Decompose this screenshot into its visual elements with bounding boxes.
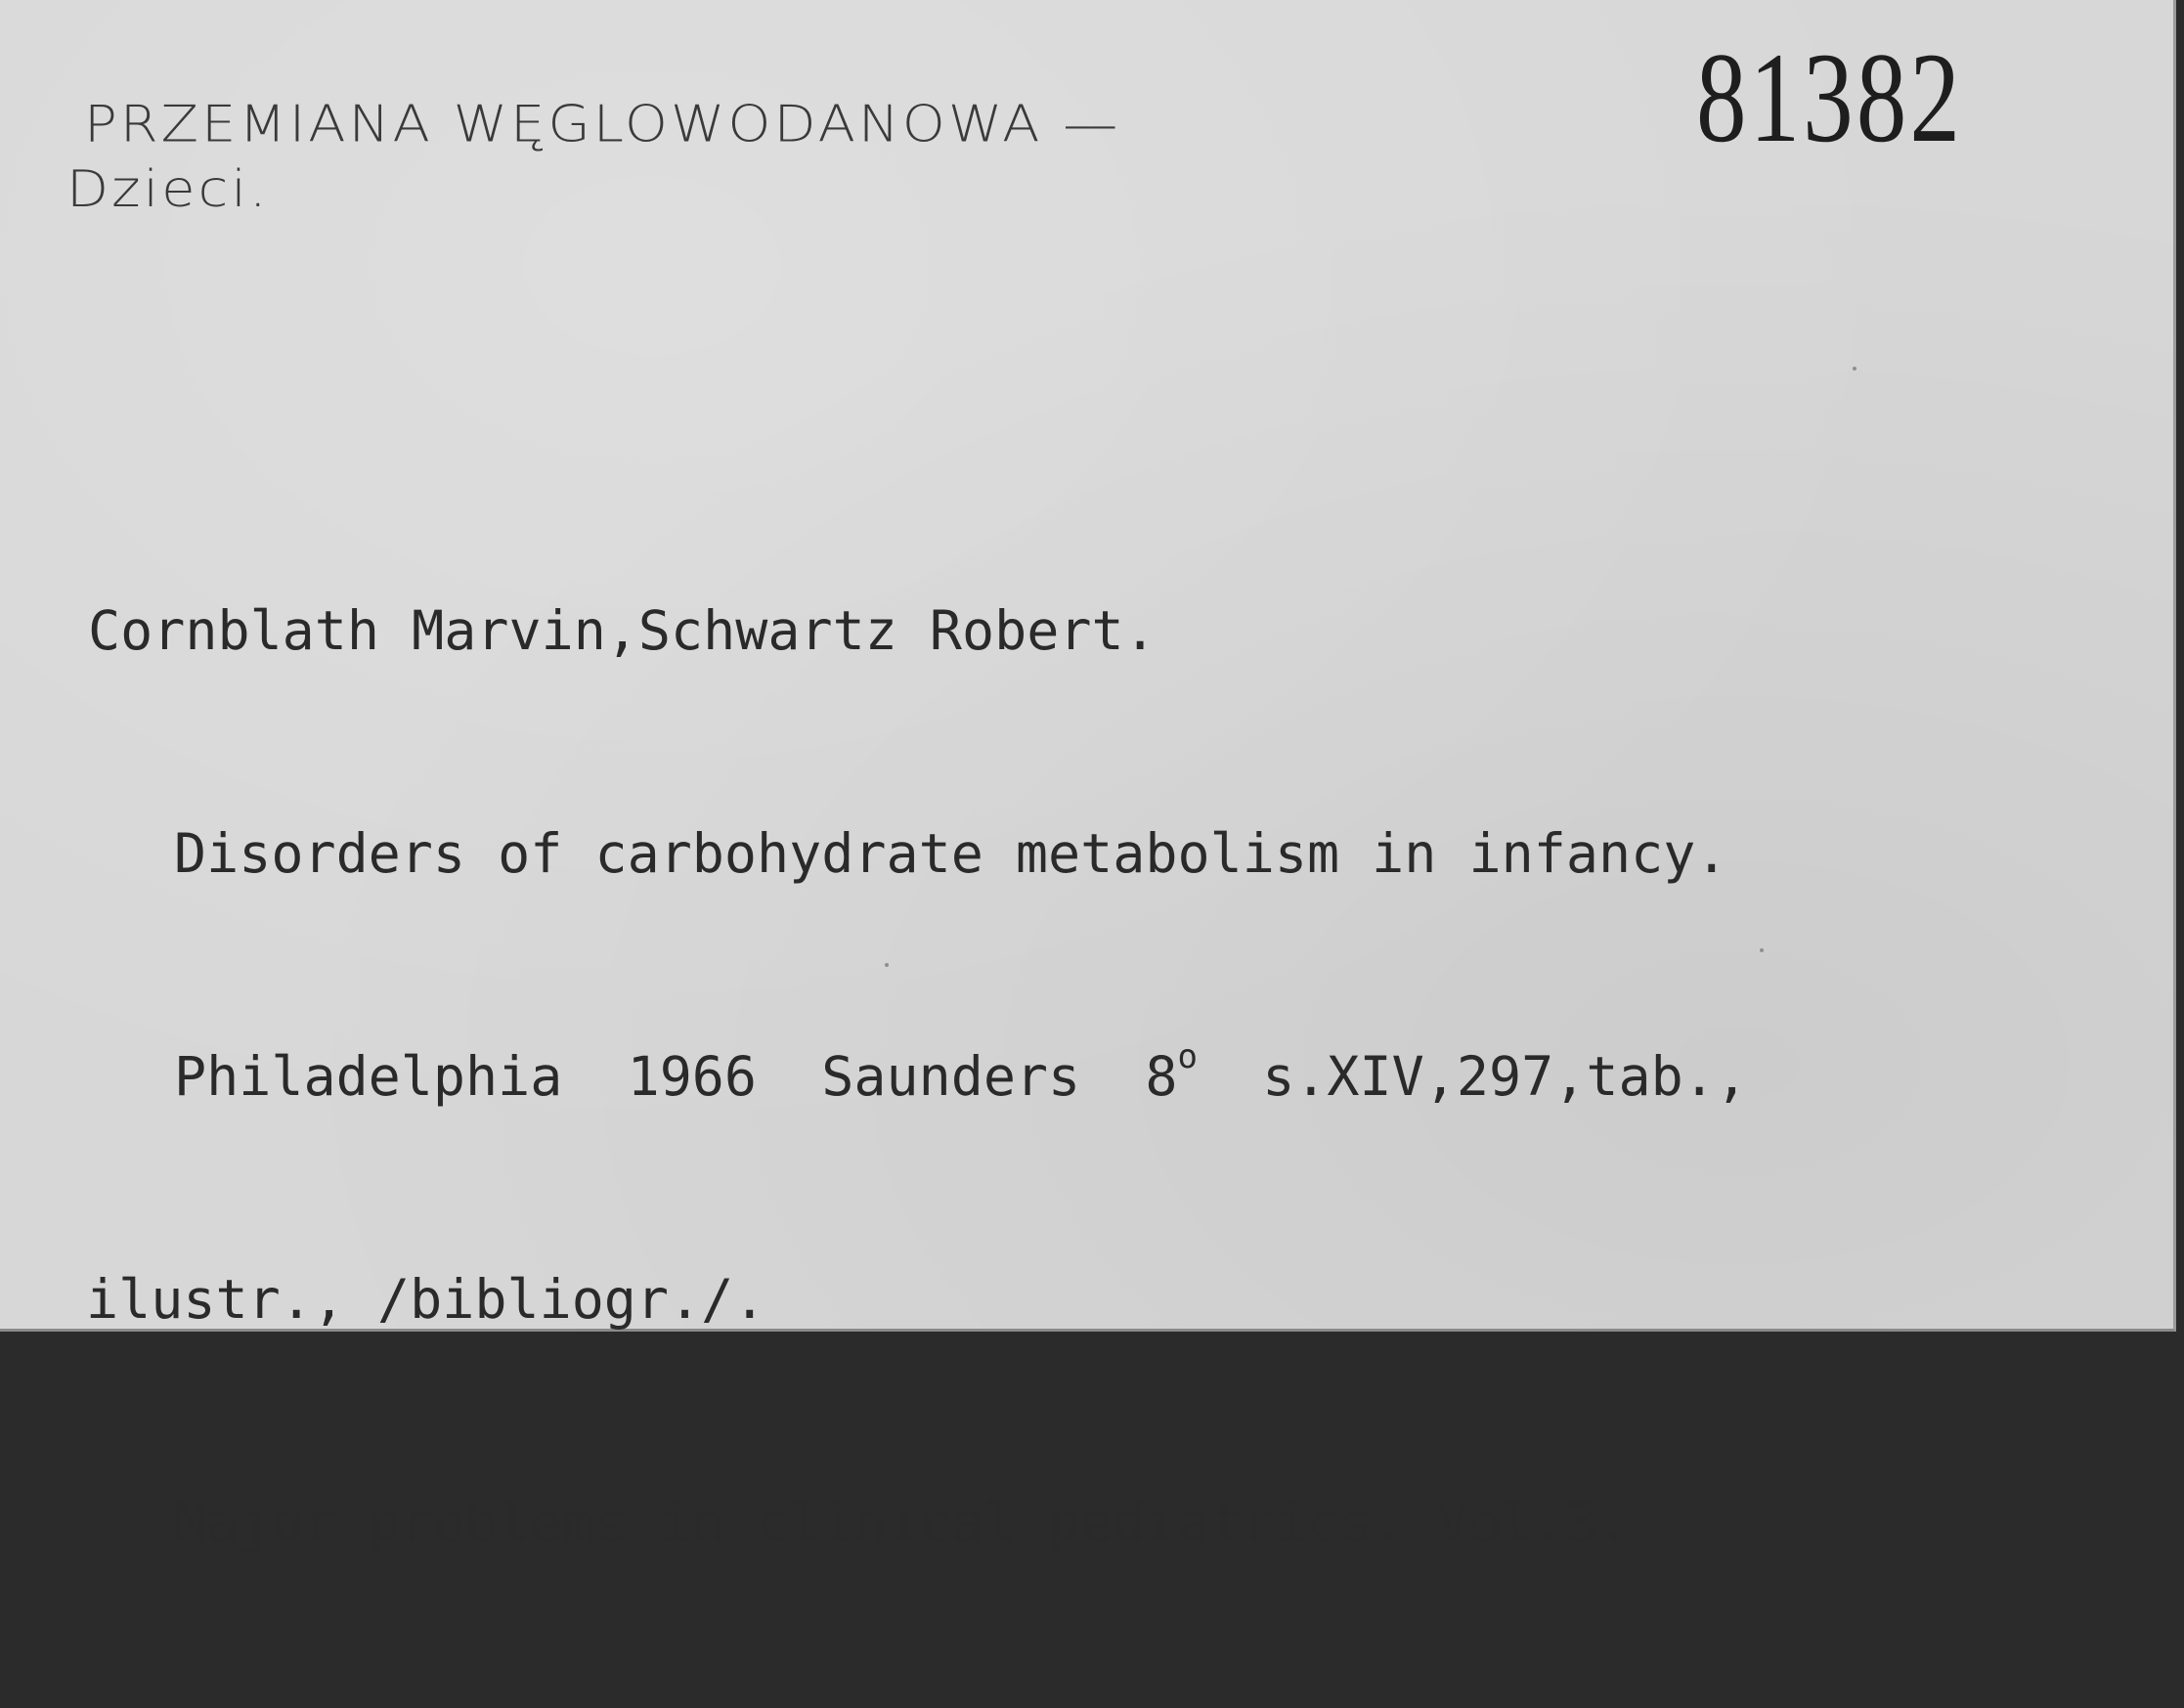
imprint-line (88, 1039, 1748, 1114)
bibliographic-entry (88, 445, 1748, 1708)
series-line: Major problems in clinical pediatrics. Vol.3. (174, 1491, 1632, 1554)
author-line: Cornblath Marvin,Schwartz Robert. (88, 599, 1157, 662)
paper-speck (1760, 948, 1764, 952)
collation-text: s.XIV,297,tab., (1197, 1045, 1748, 1108)
subject-heading-line-1: PRZEMIANA WĘGLOWODANOWA — (84, 95, 1121, 154)
paper-speck (885, 963, 889, 967)
accession-number: 81382 (1696, 25, 1963, 169)
imprint-text: Philadelphia 1966 Saunders 8 (174, 1045, 1178, 1108)
format-degree: o (1177, 1037, 1198, 1076)
collation-continuation-line: ilustr., /bibliogr./. (86, 1268, 766, 1331)
paper-speck (1853, 367, 1856, 371)
title-line: Disorders of carbohydrate metabolism in infancy. (174, 822, 1728, 885)
subject-heading (66, 93, 1121, 222)
subject-heading-line-2: Dzieci. (66, 160, 270, 219)
